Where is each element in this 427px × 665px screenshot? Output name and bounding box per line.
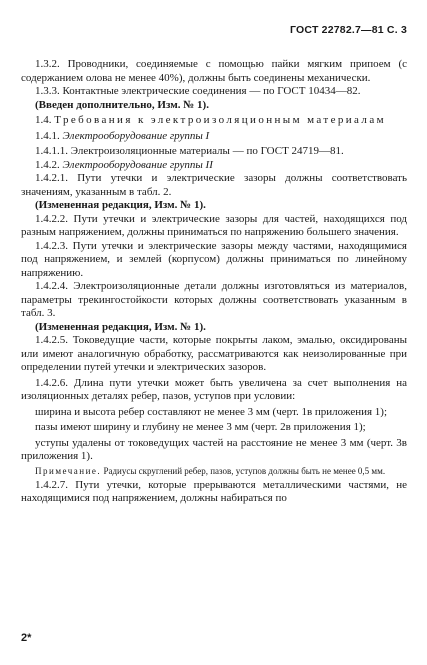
section-1-4-1-heading — [21, 130, 407, 144]
paragraph-1-4-2-4: 1.4.2.4. Электроизоляционные детали должны изготовляться из материалов, параметры трекингостойкости которых должны соответствовать указанным в табл. 3. — [21, 280, 407, 319]
footnote — [21, 466, 407, 477]
paragraph-1-4-2-5: 1.4.2.5. Токоведущие части, которые покрыты лаком, эмалью, оксидированы или имеют аналогичную обработку, рассматриваются как неизолированные при определении путей утечки и электрических зазоров. — [21, 334, 407, 373]
amendment-note: (Измененная редакция, Изм. № 1). — [35, 199, 206, 211]
note-label: Примечание. — [35, 465, 102, 476]
amendment-note: (Измененная редакция, Изм. № 1). — [35, 320, 206, 333]
page-footer-mark: 2* — [21, 632, 32, 644]
section-title: Электрооборудование группы I — [62, 129, 210, 142]
paragraph-1-4-2-3: 1.4.2.3. Пути утечки и электрические зазоры между частями, находящимися под напряжением, и землей (корпусом) должны приниматься по линейному напряжению. — [21, 239, 407, 279]
paragraph-1-3-2: 1.3.2. Проводники, соединяемые с помощью пайки мягким припоем (с содержанием олова не менее 40%), должны быть соединены механически. — [21, 58, 407, 84]
condition-grooves: пазы имеют ширину и глубину не менее 3 мм (черт. 2в приложения 1); — [35, 421, 366, 433]
paragraph-1-4-2-7: 1.4.2.7. Пути утечки, которые прерываются металлическими частями, не находящимися под напряжением, должны набираться по — [21, 478, 407, 504]
section-number: 1.4.1. — [35, 129, 60, 142]
paragraph-1-4-1-1: 1.4.1.1. Электроизоляционные материалы — по ГОСТ 24719—81. — [35, 145, 344, 157]
paragraph-1-4-2-1: 1.4.2.1. Пути утечки и электрические зазоры должны соответствовать значениям, указанным в табл. 2. — [21, 172, 407, 198]
section-number: 1.4. — [35, 114, 52, 126]
section-title: Электрооборудование группы II — [62, 158, 213, 171]
document-body — [21, 58, 407, 506]
section-number: 1.4.2. — [35, 158, 60, 171]
condition-ribs: ширина и высота ребер составляют не менее 3 мм (черт. 1в приложения 1); — [35, 405, 388, 418]
condition-steps: уступы удалены от токоведущих частей на расстояние не менее 3 мм (черт. 3в приложения 1). — [21, 436, 407, 462]
section-title: Требования к электроизоляционным материалам — [54, 114, 386, 126]
paragraph-1-3-3: 1.3.3. Контактные электрические соединения — по ГОСТ 10434—82. — [35, 85, 361, 97]
paragraph-1-4-2-2: 1.4.2.2. Пути утечки и электрические зазоры для частей, находящихся под разным напряжением, должны приниматься по напряжению большего значения. — [21, 212, 407, 238]
paragraph-1-4-2-6: 1.4.2.6. Длина пути утечки может быть увеличена за счет выполнения на изоляционных деталях ребер, пазов, уступов при условии: — [21, 376, 407, 402]
section-1-4-heading — [21, 114, 407, 128]
section-1-4-2-heading — [21, 159, 407, 173]
note-text: Радиусы скруглений ребер, пазов, уступов должны быть не менее 0,5 мм. — [103, 465, 386, 476]
amendment-note: (Введен дополнительно, Изм. № 1). — [35, 98, 209, 111]
page-header: ГОСТ 22782.7—81 С. 3 — [290, 24, 407, 36]
